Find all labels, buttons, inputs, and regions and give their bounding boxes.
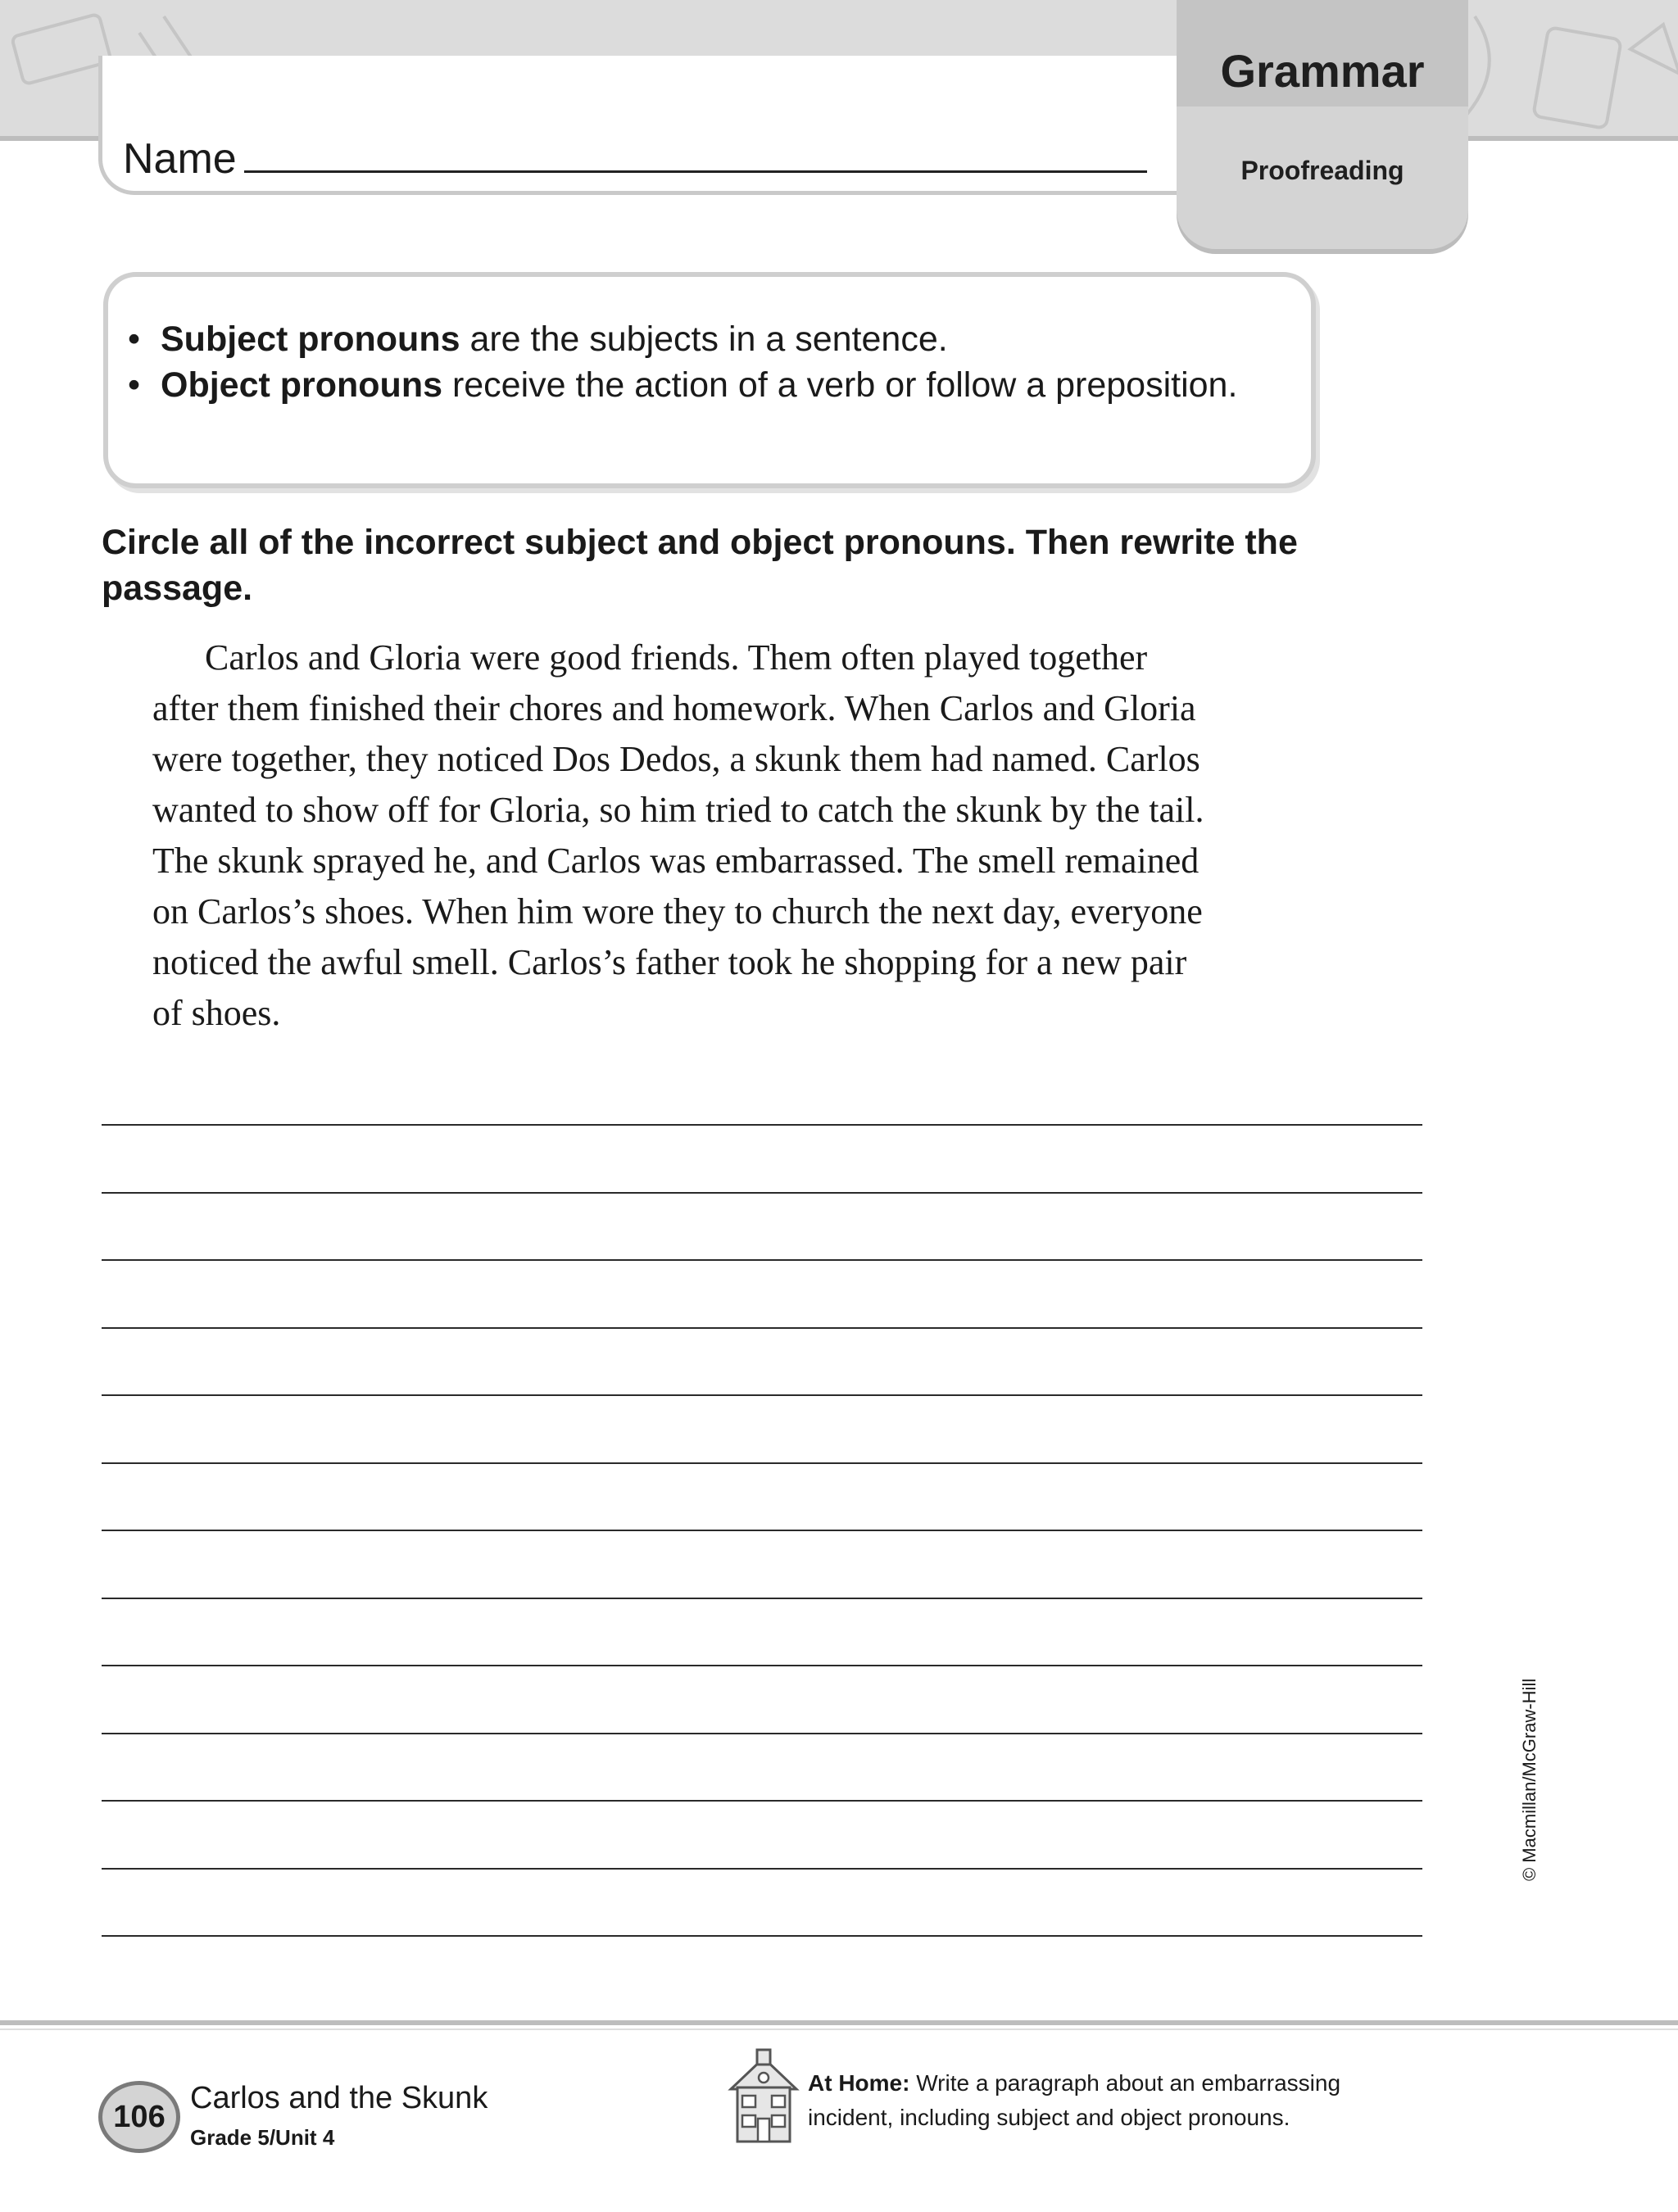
- footer-rule-light: [0, 2028, 1678, 2030]
- rule-item: [128, 362, 1291, 408]
- writing-line[interactable]: [102, 1327, 1422, 1329]
- writing-line[interactable]: [102, 1665, 1422, 1666]
- section-title: Grammar: [1220, 45, 1425, 97]
- copyright-notice: © Macmillan/McGraw-Hill: [1519, 1678, 1540, 1881]
- rule-text: are the subjects in a sentence.: [460, 320, 948, 359]
- writing-line[interactable]: [102, 1733, 1422, 1734]
- section-subtitle: Proofreading: [1240, 156, 1404, 185]
- writing-line[interactable]: [102, 1462, 1422, 1464]
- writing-line[interactable]: [102, 1192, 1422, 1194]
- writing-line[interactable]: [102, 1530, 1422, 1531]
- page-number: 106: [113, 2100, 166, 2134]
- rule-term: Object pronouns: [161, 365, 442, 405]
- writing-line[interactable]: [102, 1394, 1422, 1396]
- name-field-line[interactable]: [244, 170, 1147, 173]
- name-label: Name: [123, 135, 237, 183]
- at-home-text: Write a paragraph about an embarrassing incident, including subject and object pronouns.: [808, 2070, 1341, 2130]
- instructions: Circle all of the incorrect subject and object pronouns. Then rewrite the passage.: [102, 523, 1298, 608]
- rule-text: receive the action of a verb or follow a preposition.: [442, 365, 1238, 405]
- rule-box: [103, 272, 1316, 488]
- passage-line: wanted to show off for Gloria, so him tried to catch the skunk by the tail.: [152, 790, 1204, 830]
- section-tab: [1177, 0, 1468, 249]
- page-number-badge: [98, 2081, 180, 2153]
- passage-line: after them finished their chores and homework. When Carlos and Gloria: [152, 688, 1196, 728]
- grade-unit: Grade 5/Unit 4: [190, 2125, 335, 2150]
- rule-item: [128, 316, 1291, 362]
- passage-line: were together, they noticed Dos Dedos, a skunk them had named. Carlos: [152, 739, 1200, 779]
- rule-term: Subject pronouns: [161, 320, 460, 359]
- at-home-note: [808, 2066, 1431, 2135]
- writing-line[interactable]: [102, 1598, 1422, 1599]
- passage-line: The skunk sprayed he, and Carlos was embarrassed. The smell remained: [152, 841, 1200, 881]
- at-home-label: At Home:: [808, 2070, 910, 2096]
- house-icon: [724, 2047, 803, 2146]
- writing-line[interactable]: [102, 1868, 1422, 1870]
- writing-line[interactable]: [102, 1800, 1422, 1802]
- writing-line[interactable]: [102, 1259, 1422, 1261]
- writing-line[interactable]: [102, 1935, 1422, 1937]
- passage-line: on Carlos’s shoes. When him wore they to church the next day, everyone: [152, 891, 1203, 931]
- passage: [152, 632, 1316, 1039]
- writing-line[interactable]: [102, 1124, 1422, 1126]
- bullet-icon: •: [128, 320, 141, 359]
- name-panel: [98, 56, 1180, 195]
- passage-line: Carlos and Gloria were good friends. Them often played together: [205, 637, 1148, 678]
- footer-rule: [0, 2020, 1678, 2025]
- bullet-icon: •: [128, 365, 141, 405]
- passage-line: of shoes.: [152, 993, 281, 1033]
- passage-line: noticed the awful smell. Carlos’s father took he shopping for a new pair: [152, 942, 1187, 982]
- story-title: Carlos and the Skunk: [190, 2081, 488, 2115]
